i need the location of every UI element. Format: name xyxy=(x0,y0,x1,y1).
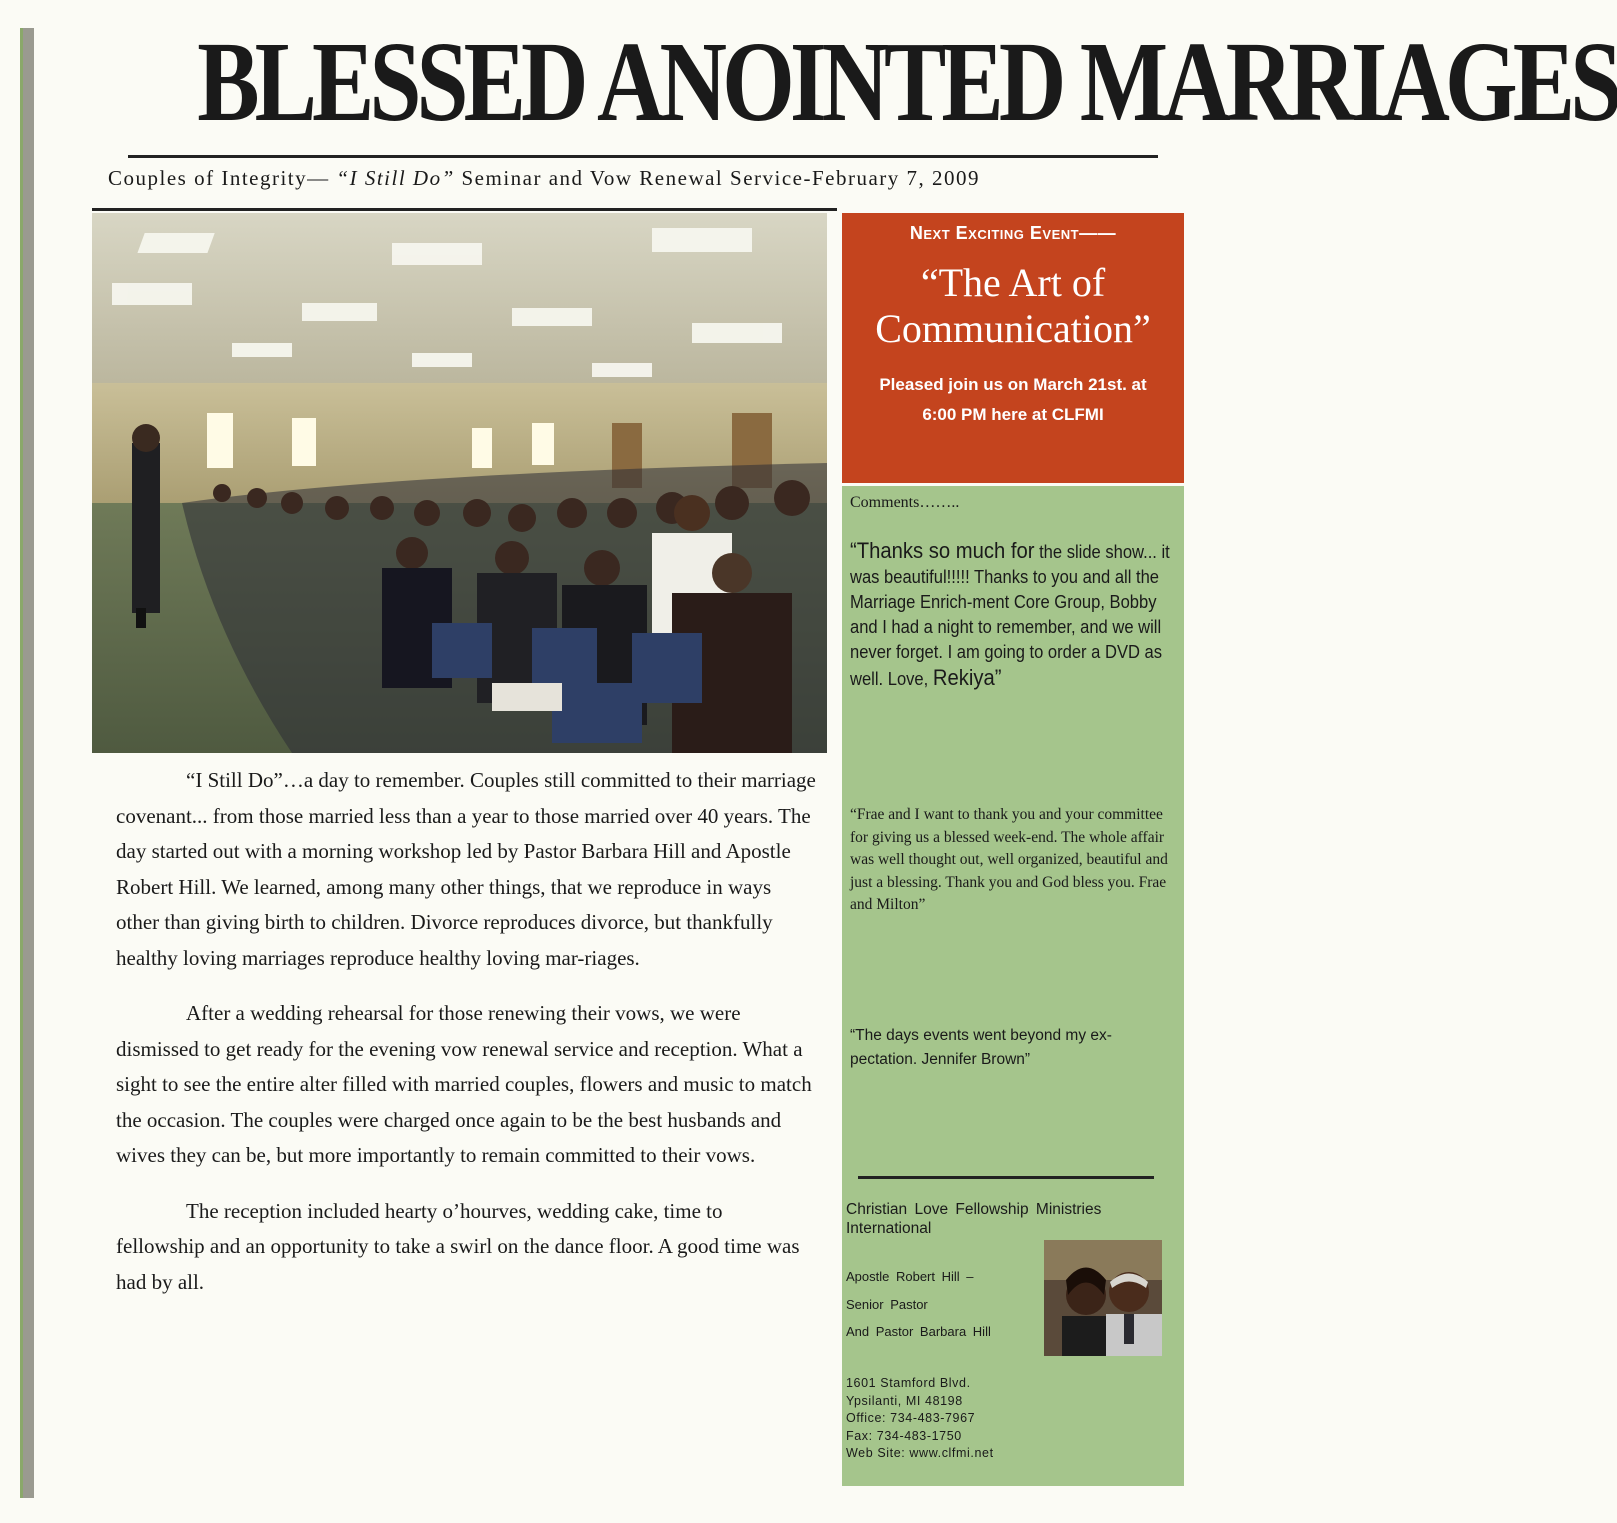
office-phone: Office: 734-483-7967 xyxy=(846,1411,976,1425)
website: Web Site: www.clfmi.net xyxy=(846,1446,994,1460)
subtitle-italic: “I Still Do” xyxy=(336,166,455,190)
article-paragraph: The reception included hearty o’hourves, wedding cake, time to fellowship and an opportunity to take a swirl on the dance floor. A good time was had by all. xyxy=(116,1198,800,1294)
next-event-label: Next Exciting Event—— xyxy=(909,223,1117,243)
subtitle-lead: Couples of Integrity— xyxy=(108,166,337,190)
next-event-box xyxy=(842,213,1184,483)
church-name: Christian Love Fellowship Ministries International xyxy=(846,1201,1102,1237)
pastor-line: Apostle Robert Hill – xyxy=(846,1269,974,1284)
event-photo xyxy=(92,213,827,753)
comment-rekiya-open: “Thanks so much for xyxy=(850,538,1035,563)
masthead-rule xyxy=(128,155,1158,158)
contact-info xyxy=(846,1375,1146,1463)
pastors-photo xyxy=(1044,1240,1162,1356)
pastor-line: And Pastor Barbara Hill xyxy=(846,1324,991,1339)
comments-label: Comments…….. xyxy=(850,494,960,511)
subtitle-tail: Seminar and Vow Renewal Service-February 7, 2009 xyxy=(454,166,981,190)
event-title: “The Art of Communication” xyxy=(875,260,1151,351)
subtitle-rule xyxy=(92,208,837,211)
event-info xyxy=(842,370,1184,430)
article-body xyxy=(116,763,816,1320)
comment-jennifer: “The days events went beyond my ex-pectation. Jennifer Brown” xyxy=(850,1027,1112,1068)
masthead-title: BLESSED ANOINTED MARRIAGES xyxy=(197,18,1617,145)
comments-sidebar xyxy=(842,486,1184,1486)
pastor-line: Senior Pastor xyxy=(846,1296,928,1312)
subtitle xyxy=(108,166,1188,191)
comment-rekiya xyxy=(850,538,1172,692)
pastors-photo-illustration xyxy=(1044,1240,1162,1356)
comment-rekiya-body: the slide show... it was beautiful!!!!! Thanks to you and all the Marriage Enrich-ment Core Group, Bobby and I had a night to remember, and we will never forget. I am going to order a DVD as well. Love, xyxy=(850,542,1170,689)
article-paragraph: “I Still Do”…a day to remember. Couples still committed to their marriage covenant... from those married less than a year to those married over 40 years. The day started out with a morning workshop led by Pastor Barbara Hill and Apostle Robert Hill. We learned, among many other things, that we reproduce in ways other than giving birth to children. Divorce reproduces divorce, but thankfully healthy loving marriages reproduce healthy loving mar-riages. xyxy=(116,768,816,970)
address-street: 1601 Stamford Blvd. xyxy=(846,1376,971,1390)
congregation-photo-illustration xyxy=(92,213,827,753)
event-info-line: Pleased join us on March 21st. at xyxy=(879,375,1147,394)
left-border-stripe xyxy=(20,28,34,1498)
article-paragraph: After a wedding rehearsal for those renewing their vows, we were dismissed to get ready for the evening vow renewal service and reception. What a sight to see the entire alter filled with married couples, flowers and music to match the occasion. The couples were charged once again to be the best husbands and wives they can be, but more importantly to remain committed to their vows. xyxy=(116,1001,812,1167)
comment-rekiya-name: Rekiya” xyxy=(932,665,1002,690)
sidebar-rule xyxy=(858,1176,1154,1179)
pastors xyxy=(846,1263,1036,1346)
comment-frae-milton: “Frae and I want to thank you and your committee for giving us a blessed week-end. The whole affair was well thought out, well organized, beautiful and just a blessing. Thank you and God bless you. Frae and Milton” xyxy=(850,806,1168,913)
address-city: Ypsilanti, MI 48198 xyxy=(846,1393,963,1408)
fax-number: Fax: 734-483-1750 xyxy=(846,1428,962,1443)
event-info-line: 6:00 PM here at CLFMI xyxy=(922,405,1104,424)
